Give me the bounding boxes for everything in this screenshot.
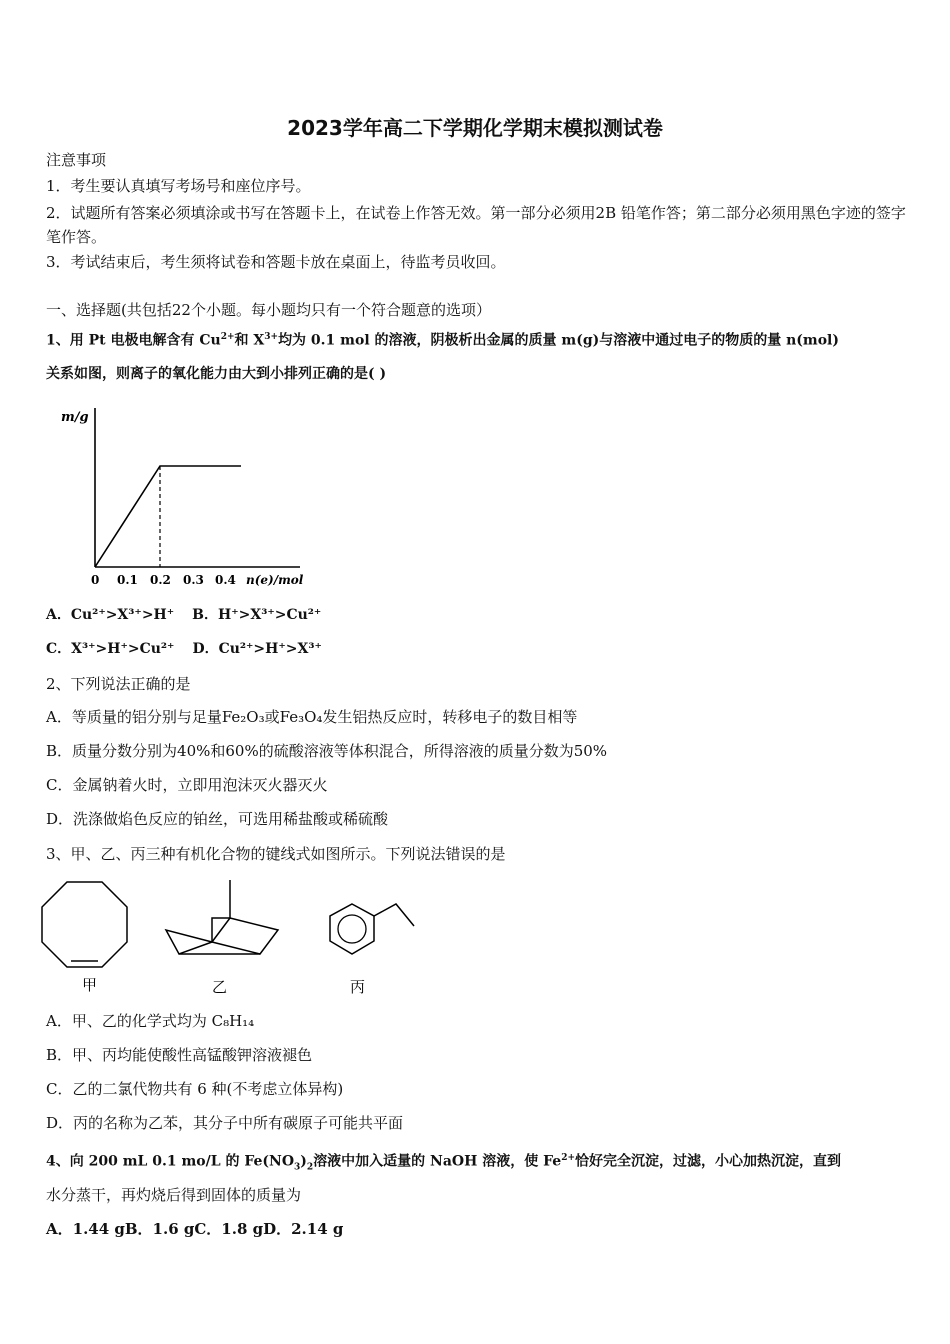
q2-option-b: B．质量分数分别为40%和60%的硫酸溶液等体积混合，所得溶液的质量分数为50% xyxy=(46,742,608,760)
bicyclo-bridge-top xyxy=(212,880,230,942)
notice-item-1: 1．考生要认真填写考场号和座位序号。 xyxy=(46,177,311,195)
x-tick-0.4: 0.4 xyxy=(215,573,236,587)
page-title: 2023学年高二下学期化学期末模拟测试卷 xyxy=(287,116,663,140)
q3-option-d: D．丙的名称为乙苯，其分子中所有碳原子可能共平面 xyxy=(46,1114,404,1132)
q2-stem: 2、下列说法正确的是 xyxy=(46,675,191,693)
q3-option-a: A．甲、乙的化学式均为 C₈H₁₄ xyxy=(46,1012,255,1030)
q1-stem: 1、用 Pt 电极电解含有 $Cu^{2+}$和 $X^{3+}$均为 0.1 mol 的溶液，阴极析出金属的质量 m(g)与溶液中通过电子的物质的量 n(mol) xyxy=(46,332,840,349)
q1-option-c: C．X³⁺>H⁺>Cu²⁺ xyxy=(46,641,175,657)
q4-stem: 4、向 200 mL 0.1 mo/L 的 $Fe(NO_3)_2$溶液中加入适量的 NaOH 溶液，使 $Fe^{2+}$恰好完全沉淀，过滤，小心加热沉淀，直到 xyxy=(46,1153,841,1173)
q2-option-c: C．金属钠着火时，立即用泡沫灭火器灭火 xyxy=(46,776,328,794)
q3-stem: 3、甲、乙、丙三种有机化合物的键线式如图所示。下列说法错误的是 xyxy=(46,845,506,863)
bicyclo-left-wing xyxy=(166,930,212,954)
q1-graph xyxy=(55,400,325,595)
label-yi: 乙 xyxy=(212,978,228,996)
notice-item-2: 2．试题所有答案必须填涂或书写在答题卡上，在试卷上作答无效。第一部分必须用2B 铅笔作答；第二部分必须用黑色字迹的签字笔作答。 xyxy=(46,204,906,246)
q1-options-row1 xyxy=(46,605,321,625)
x-tick-0.1: 0.1 xyxy=(117,573,138,587)
y-axis-label: m/g xyxy=(61,410,89,425)
label-jia: 甲 xyxy=(82,976,98,994)
q1-option-b: B．H⁺>X³⁺>Cu²⁺ xyxy=(192,607,322,623)
x-tick-0: 0 xyxy=(91,573,100,587)
q1-stem-line2: 关系如图，则离子的氧化能力由大到小排列正确的是( ) xyxy=(46,366,387,382)
label-bing: 丙 xyxy=(350,978,366,996)
q1-option-d: D．Cu²⁺>H⁺>X³⁺ xyxy=(192,641,322,657)
notice-heading: 注意事项 xyxy=(46,151,107,169)
q1-options-row2 xyxy=(46,639,322,659)
section-heading: 一、选择题(共包括22个小题。每小题均只有一个符合题意的选项） xyxy=(46,301,491,319)
benzene-aromatic-circle xyxy=(338,915,366,943)
q4-options: A．1.44 gB．1.6 gC．1.8 gD．2.14 g xyxy=(46,1220,344,1238)
benzene-ring xyxy=(330,904,374,954)
q1-option-a: A．Cu²⁺>X³⁺>H⁺ xyxy=(46,607,175,623)
x-axis-label: n(e)/mol xyxy=(246,573,304,587)
x-tick-0.2: 0.2 xyxy=(150,573,171,587)
cyclooctene-ring xyxy=(42,882,127,967)
q4-stem-line2: 水分蒸干，再灼烧后得到固体的质量为 xyxy=(46,1186,302,1204)
q3-structures xyxy=(40,872,460,1000)
bicyclo-right-wing xyxy=(212,918,278,954)
q3-option-b: B．甲、丙均能使酸性高锰酸钾溶液褪色 xyxy=(46,1046,313,1064)
ethyl-group xyxy=(374,904,414,926)
x-tick-0.3: 0.3 xyxy=(183,573,204,587)
mass-curve xyxy=(95,466,241,567)
q2-option-a: A．等质量的铝分别与足量Fe₂O₃或Fe₃O₄发生铝热反应时，转移电子的数目相等 xyxy=(46,708,578,726)
notice-item-3: 3．考试结束后，考生须将试卷和答题卡放在桌面上，待监考员收回。 xyxy=(46,253,506,271)
q3-option-c: C．乙的二氯代物共有 6 种(不考虑立体异构) xyxy=(46,1080,344,1098)
q2-option-d: D．洗涤做焰色反应的铂丝，可选用稀盐酸或稀硫酸 xyxy=(46,810,389,828)
